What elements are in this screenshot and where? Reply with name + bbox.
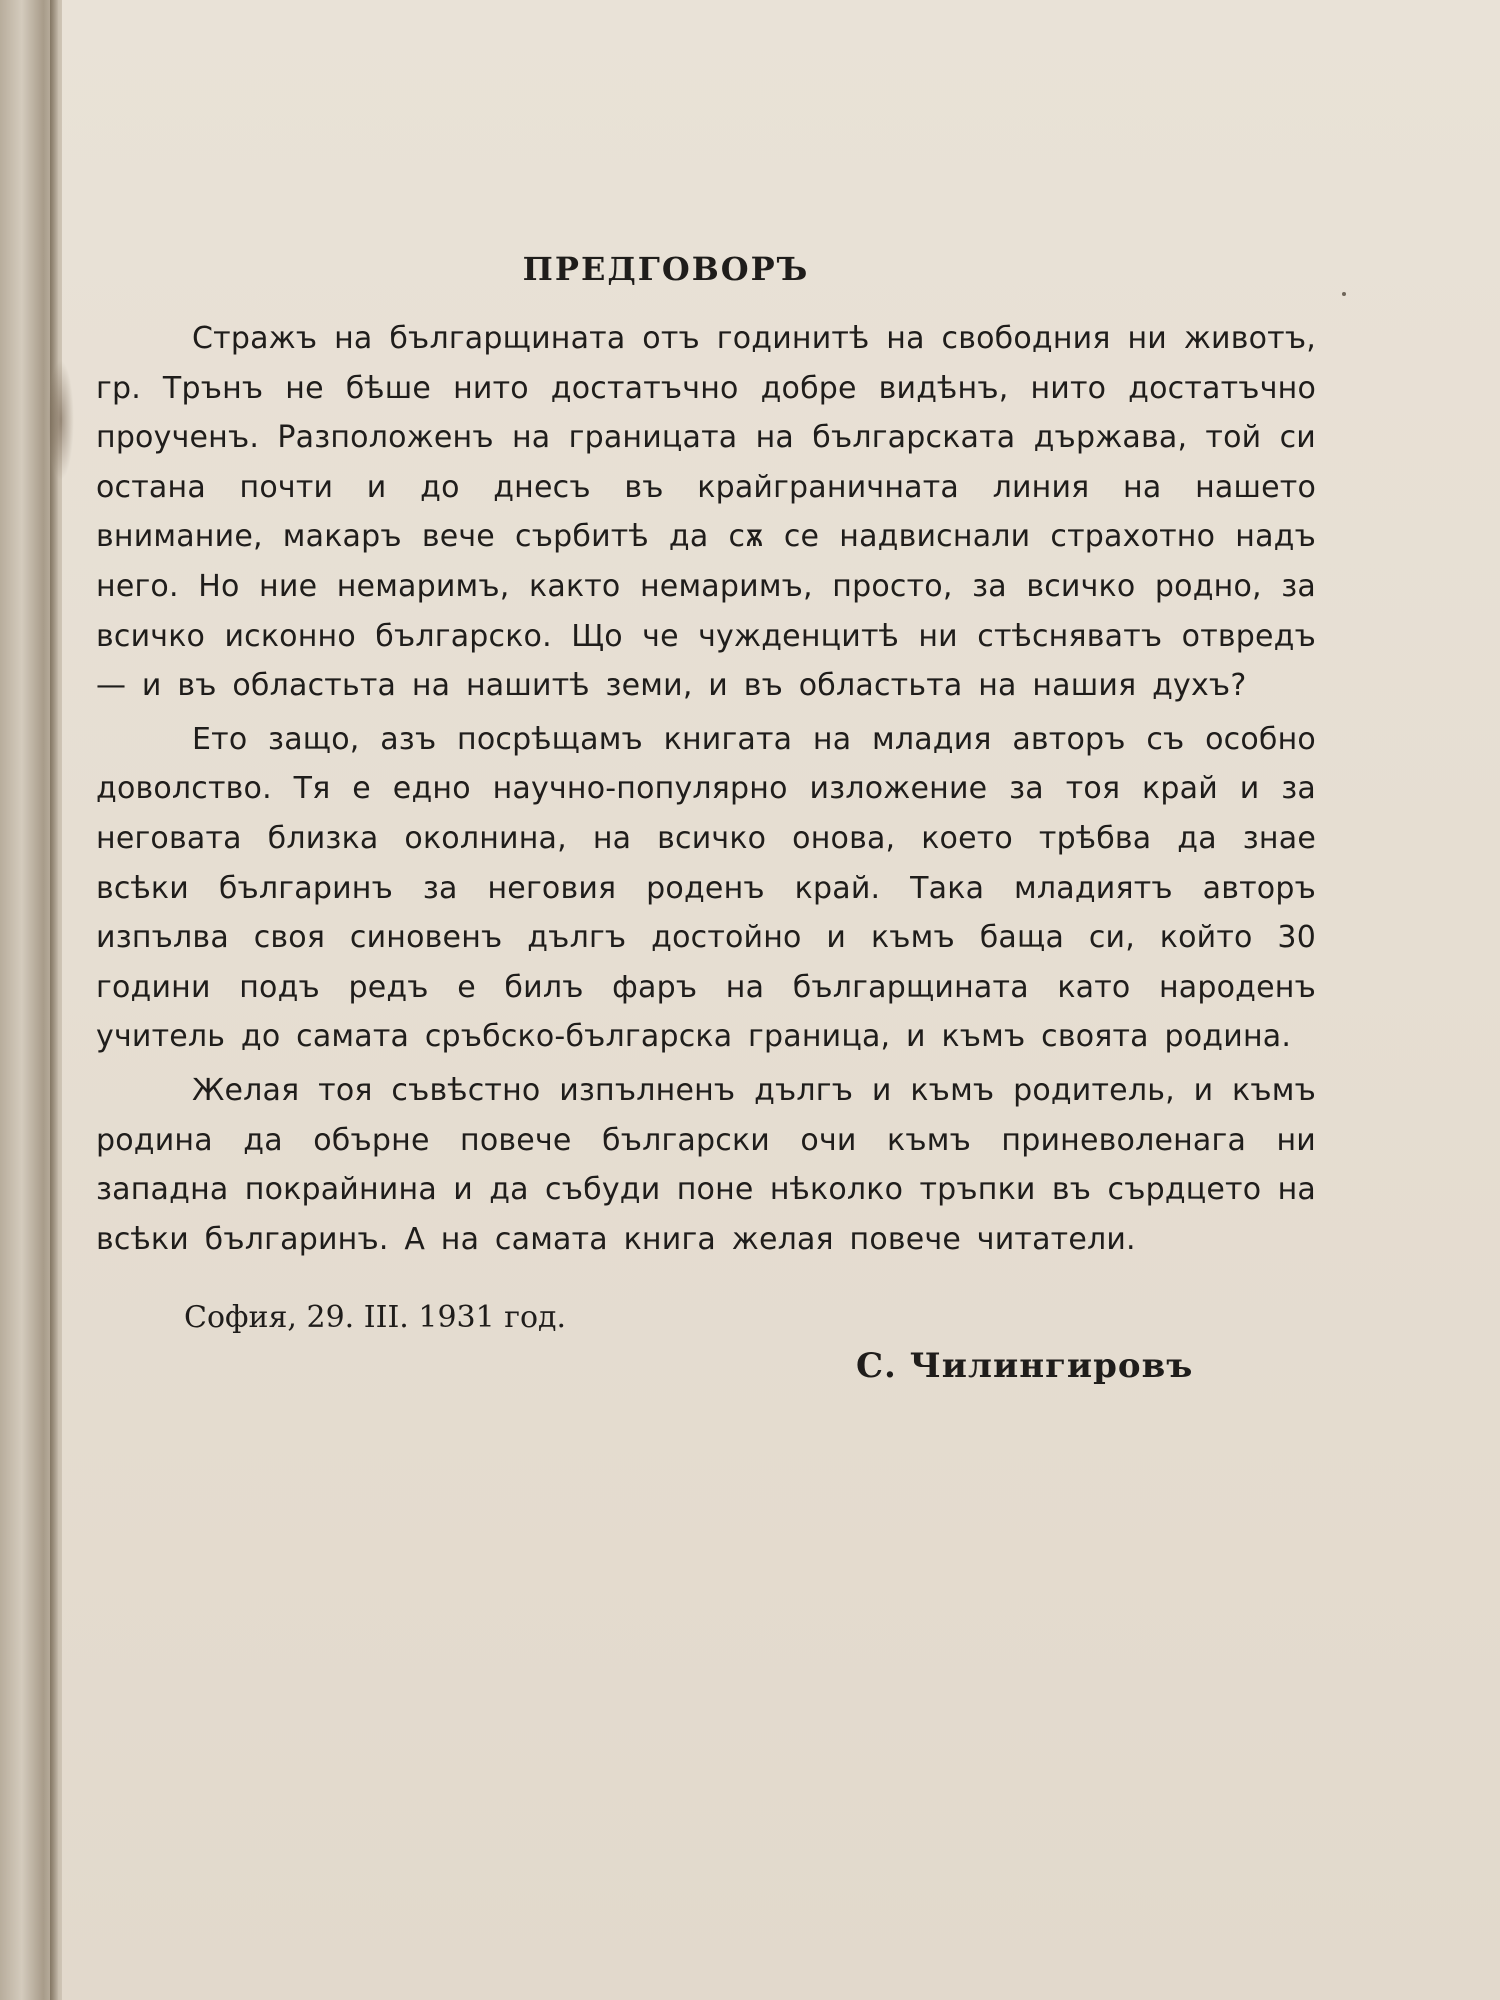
preface-paragraph-2: Ето защо, азъ посрѣщамъ книгата на младия авторъ съ особно доволство. Тя е едно научно-популярно изложение за тоя край и за неговата близка околнина, на всичко онова, което трѣбва да знае всѣки българинъ за неговия роденъ край. Така младиятъ авторъ изпълва своя синовенъ дългъ достойно и къмъ баща си, който 30 години подъ редъ е билъ фаръ на българщината като народенъ учитель до самата сръбско-българска граница, и къмъ своята родина. bbox=[96, 721, 1316, 1055]
spine-shadow bbox=[50, 0, 58, 2000]
preface-footer bbox=[96, 1300, 1316, 1420]
author-signature: С. Чилингировъ bbox=[856, 1346, 1194, 1387]
paper-speck bbox=[1342, 292, 1346, 296]
paper-stain bbox=[48, 360, 74, 480]
preface-paragraph-1: Стражъ на българщината отъ годинитѣ на свободния ни животъ, гр. Трънъ не бѣше нито достатъчно добре видѣнъ, нито достатъчно проученъ. Разположенъ на границата на българската държава, той си остана почти и до днесъ въ крайграничната линия на нашето внимание, макаръ вече сърбитѣ да сѫ се надвиснали страхотно надъ него. Но ние немаримъ, както немаримъ, просто, за всичко родно, за всичко исконно българско. Що че чужденцитѣ ни стѣсняватъ отвредъ — и въ областьта на нашитѣ земи, и въ областьта на нашия духъ? bbox=[96, 321, 1316, 704]
preface-content bbox=[96, 250, 1316, 1420]
preface-title: ПРЕДГОВОРЪ bbox=[522, 250, 810, 288]
preface-paragraph-3: Желая тоя съвѣстно изпълненъ дългъ и къмъ родитель, и къмъ родина да обърне повече български очи къмъ приневоленага ни западна покрайнина и да събуди поне нѣколко тръпки въ сърдцето на всѣки българинъ. А на самата книга желая повече читатели. bbox=[96, 1072, 1316, 1257]
place-and-date: София, 29. III. 1931 год. bbox=[184, 1300, 567, 1336]
